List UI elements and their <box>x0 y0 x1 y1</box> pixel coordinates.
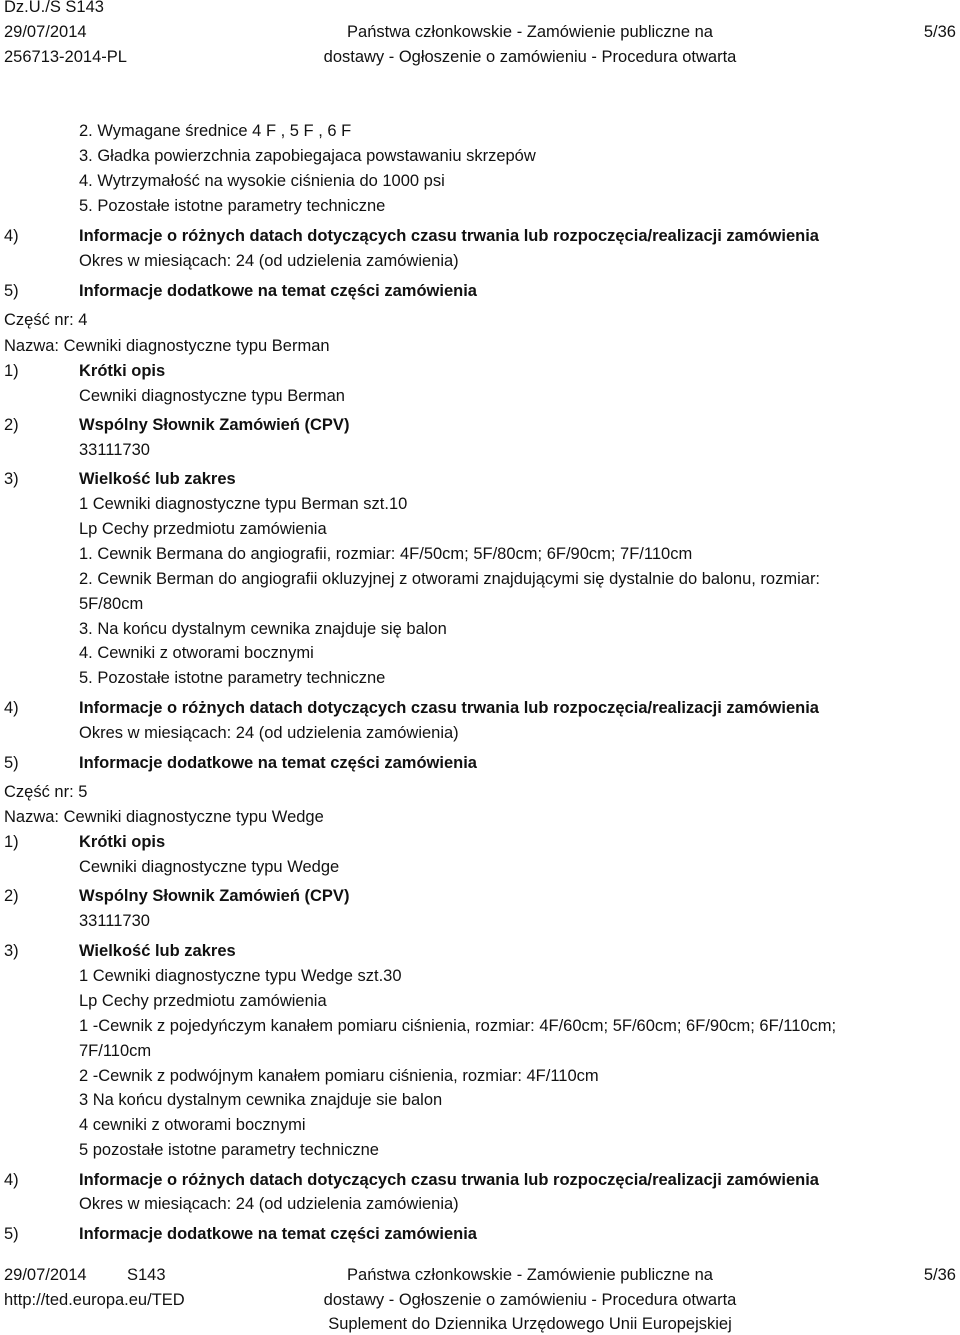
section-heading-additional-info: Informacje dodatkowe na temat części zamówienia <box>79 754 477 772</box>
quantity-line: 1 Cewniki diagnostyczne typu Wedge szt.30 <box>79 967 402 985</box>
section-heading-short-description: Krótki opis <box>79 833 166 851</box>
footer-url[interactable]: http://ted.europa.eu/TED <box>4 1291 185 1309</box>
list-item: 2. Wymagane średnice 4 F , 5 F , 6 F <box>79 122 352 140</box>
footer-date: 29/07/2014 <box>4 1266 87 1284</box>
quantity-line: 1. Cewnik Bermana do angiografii, rozmiar: 4F/50cm; 5F/80cm; 6F/90cm; 7F/110cm <box>79 545 693 563</box>
quantity-line: 1 -Cewnik z pojedyńczym kanałem pomiaru ciśnienia, rozmiar: 4F/60cm; 5F/60cm; 6F/90cm; 6F/110cm; <box>79 1017 837 1035</box>
quantity-line: 2. Cewnik Berman do angiografii okluzyjnej z otworami znajdującymi się dystalnie do balonu, rozmiar: <box>79 570 821 588</box>
header-ref: 256713-2014-PL <box>4 48 127 66</box>
quantity-line: 5. Pozostałe istotne parametry techniczne <box>79 669 386 687</box>
section-number: 2) <box>4 887 19 905</box>
quantity-line: 1 Cewniki diagnostyczne typu Berman szt.10 <box>79 495 408 513</box>
header-title-line1: Państwa członkowskie - Zamówienie publiczne na <box>347 23 713 41</box>
quantity-line: Lp Cechy przedmiotu zamówienia <box>79 520 327 538</box>
section-number: 1) <box>4 362 19 380</box>
part-number: Część nr: 5 <box>4 783 88 801</box>
part-name: Nazwa: Cewniki diagnostyczne typu Wedge <box>4 808 324 826</box>
part-name: Nazwa: Cewniki diagnostyczne typu Berman <box>4 337 330 355</box>
section-heading-quantity: Wielkość lub zakres <box>79 470 236 488</box>
section-heading-short-description: Krótki opis <box>79 362 166 380</box>
footer-title-line2: dostawy - Ogłoszenie o zamówieniu - Procedura otwarta <box>323 1291 737 1309</box>
section-number: 4) <box>4 227 19 245</box>
section-number: 4) <box>4 1171 19 1189</box>
footer-page-number: 5/36 <box>923 1266 956 1284</box>
part-number: Część nr: 4 <box>4 311 88 329</box>
section-heading-dates: Informacje o różnych datach dotyczących czasu trwania lub rozpoczęcia/realizacji zamówienia <box>79 699 819 717</box>
cpv-code: 33111730 <box>79 912 150 930</box>
quantity-line: 4 cewniki z otworami bocznymi <box>79 1116 306 1134</box>
quantity-line: 7F/110cm <box>79 1042 152 1060</box>
duration-value: Okres w miesiącach: 24 (od udzielenia zamówienia) <box>79 724 459 742</box>
quantity-line: Lp Cechy przedmiotu zamówienia <box>79 992 327 1010</box>
section-heading-dates: Informacje o różnych datach dotyczących czasu trwania lub rozpoczęcia/realizacji zamówienia <box>79 1171 819 1189</box>
section-number: 4) <box>4 699 19 717</box>
section-number: 5) <box>4 282 19 300</box>
section-number: 1) <box>4 833 19 851</box>
footer-journal: S143 <box>127 1266 166 1284</box>
footer-title-line3: Suplement do Dziennika Urzędowego Unii Europejskiej <box>328 1315 732 1333</box>
quantity-line: 3. Na końcu dystalnym cewnika znajduje się balon <box>79 620 447 638</box>
quantity-line: 4. Cewniki z otworami bocznymi <box>79 644 314 662</box>
list-item: 4. Wytrzymałość na wysokie ciśnienia do 1000 psi <box>79 172 445 190</box>
list-item: 3. Gładka powierzchnia zapobiegajaca powstawaniu skrzepów <box>79 147 536 165</box>
header-title-line2: dostawy - Ogłoszenie o zamówieniu - Procedura otwarta <box>323 48 737 66</box>
short-description-value: Cewniki diagnostyczne typu Berman <box>79 387 345 405</box>
quantity-line: 3 Na końcu dystalnym cewnika znajduje sie balon <box>79 1091 443 1109</box>
quantity-line: 2 -Cewnik z podwójnym kanałem pomiaru ciśnienia, rozmiar: 4F/110cm <box>79 1067 599 1085</box>
section-number: 5) <box>4 1225 19 1243</box>
section-number: 2) <box>4 416 19 434</box>
footer-title-line1: Państwa członkowskie - Zamówienie publiczne na <box>347 1266 713 1284</box>
section-heading-cpv: Wspólny Słownik Zamówień (CPV) <box>79 416 350 434</box>
quantity-line: 5F/80cm <box>79 595 144 613</box>
section-heading-additional-info: Informacje dodatkowe na temat części zamówienia <box>79 282 477 300</box>
cpv-code: 33111730 <box>79 441 150 459</box>
duration-value: Okres w miesiącach: 24 (od udzielenia zamówienia) <box>79 1195 459 1213</box>
short-description-value: Cewniki diagnostyczne typu Wedge <box>79 858 340 876</box>
section-heading-quantity: Wielkość lub zakres <box>79 942 236 960</box>
header-page-number: 5/36 <box>923 23 956 41</box>
quantity-line: 5 pozostałe istotne parametry techniczne <box>79 1141 379 1159</box>
section-number: 5) <box>4 754 19 772</box>
header-date: 29/07/2014 <box>4 23 87 41</box>
section-heading-dates: Informacje o różnych datach dotyczących czasu trwania lub rozpoczęcia/realizacji zamówienia <box>79 227 819 245</box>
section-number: 3) <box>4 942 19 960</box>
duration-value: Okres w miesiącach: 24 (od udzielenia zamówienia) <box>79 252 459 270</box>
header-journal: Dz.U./S S143 <box>4 0 104 16</box>
list-item: 5. Pozostałe istotne parametry techniczne <box>79 197 386 215</box>
section-heading-cpv: Wspólny Słownik Zamówień (CPV) <box>79 887 350 905</box>
section-number: 3) <box>4 470 19 488</box>
section-heading-additional-info: Informacje dodatkowe na temat części zamówienia <box>79 1225 477 1243</box>
